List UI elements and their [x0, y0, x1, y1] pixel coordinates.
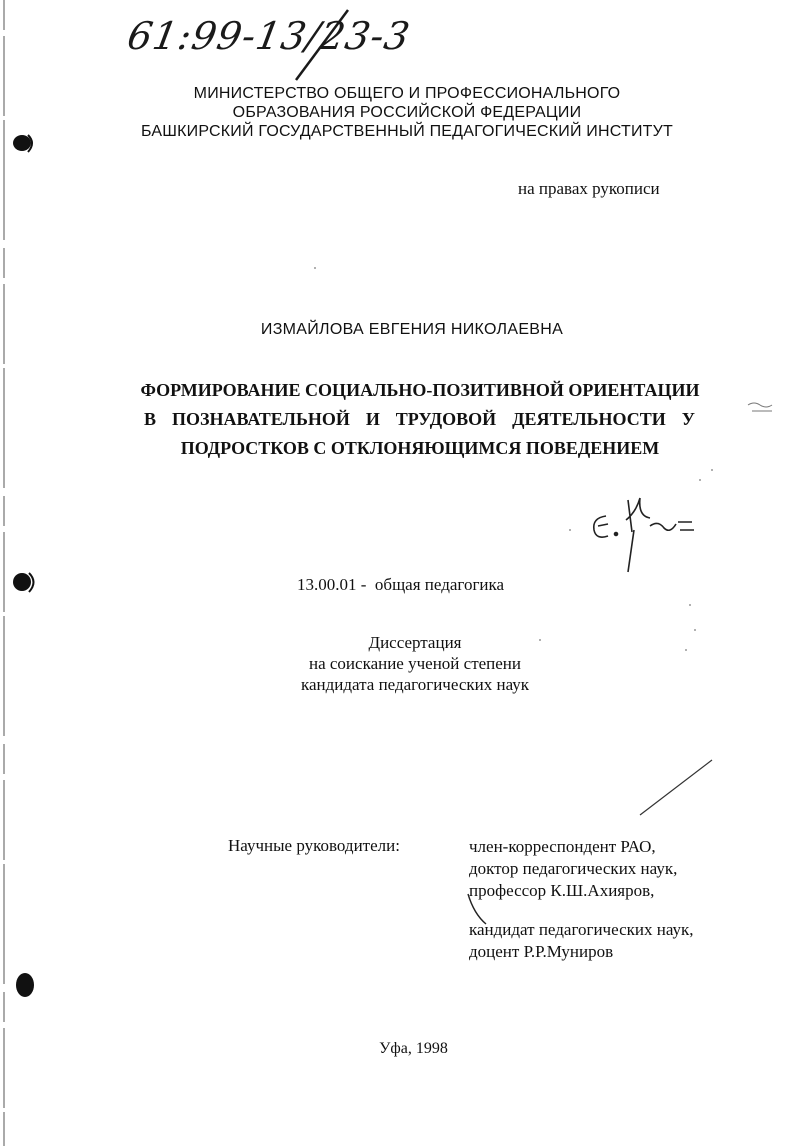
- title-word: ТРУДОВОЙ: [395, 409, 497, 429]
- title-word: ДЕЯТЕЛЬНОСТИ: [512, 409, 666, 429]
- author-name-text: ИЗМАЙЛОВА ЕВГЕНИЯ НИКОЛАЕВНА: [260, 321, 564, 338]
- pencil-stroke: [640, 760, 712, 815]
- title-word: В: [144, 409, 157, 429]
- dissertation-line-2: на соискание ученой степени: [308, 654, 522, 673]
- title-word: И: [365, 409, 380, 429]
- dissertation-line-1: Диссертация: [368, 633, 462, 652]
- supervisors-label: Научные руководители:: [228, 836, 400, 855]
- title-word: У: [681, 409, 695, 429]
- supervisor-2-degree: кандидат педагогических наук,: [469, 920, 694, 939]
- supervisor-1-degree: доктор педагогических наук,: [469, 859, 678, 878]
- title-line-1: ФОРМИРОВАНИЕ СОЦИАЛЬНО-ПОЗИТИВНОЙ ОРИЕНТАЦИИ: [140, 380, 700, 400]
- archive-code-handwritten: 61:99-13/23-3: [124, 14, 414, 58]
- title-word: ПОЗНАВАТЕЛЬНОЙ: [171, 409, 350, 429]
- ministry-line-2: ОБРАЗОВАНИЯ РОССИЙСКОЙ ФЕДЕРАЦИИ: [232, 104, 582, 121]
- punch-hole-2: [13, 573, 34, 592]
- city-year-text: Уфа, 1998: [379, 1040, 448, 1057]
- scan-specks: [314, 267, 713, 651]
- stray-mark: [748, 403, 772, 411]
- manuscript-rights-note: на правах рукописи: [518, 179, 660, 198]
- title-line-3: ПОДРОСТКОВ С ОТКЛОНЯЮЩИМСЯ ПОВЕДЕНИЕМ: [180, 438, 660, 458]
- supervisor-1-name: профессор К.Ш.Ахияров,: [469, 881, 655, 900]
- supervisor-1-title: член-корреспондент РАО,: [469, 837, 656, 856]
- punch-hole-1: [13, 135, 32, 152]
- specialty-code: 13.00.01: [297, 575, 357, 594]
- specialty-name: общая педагогика: [374, 575, 505, 594]
- dissertation-line-3: кандидата педагогических наук: [300, 675, 530, 694]
- institute-name: БАШКИРСКИЙ ГОСУДАРСТВЕННЫЙ ПЕДАГОГИЧЕСКИЙ ИНСТИТУТ: [141, 123, 673, 140]
- ministry-line-1: МИНИСТЕРСТВО ОБЩЕГО И ПРОФЕССИОНАЛЬНОГО: [193, 85, 621, 102]
- punch-hole-3: [16, 973, 34, 997]
- supervisor-2-name: доцент Р.Р.Муниров: [469, 942, 614, 961]
- supervisor-tick-mark: [468, 894, 486, 924]
- specialty-separator: -: [356, 575, 375, 594]
- handwritten-annotation: [594, 498, 694, 572]
- archive-code-slash: [296, 10, 348, 80]
